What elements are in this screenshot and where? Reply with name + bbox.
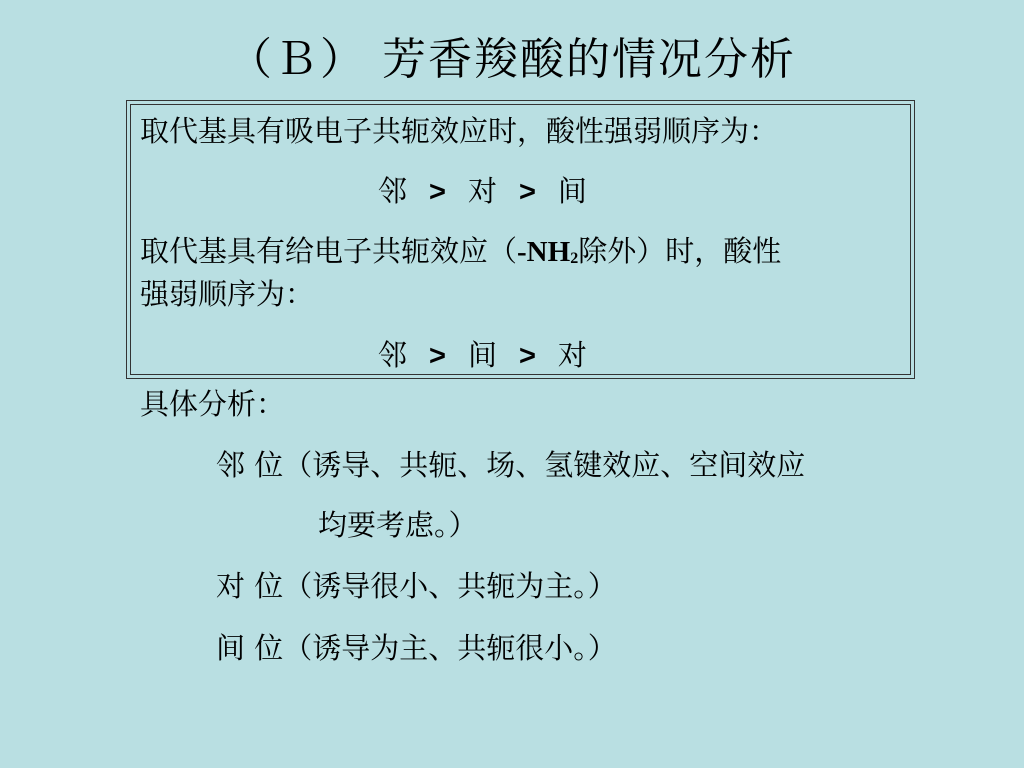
greater-than-symbol: > [518,176,536,208]
para-analysis: 对 位（诱导很小、共轭为主。） [216,569,617,603]
meta-analysis: 间 位（诱导为主、共轭很小。） [216,631,617,665]
order-item: 邻 [378,338,408,372]
donating-rule-text-continued: 强弱顺序为： [140,277,315,311]
donating-rule-suffix: 除外）时，酸性 [578,234,782,268]
order-item: 间 [467,338,497,372]
ortho-analysis-line1: 邻 位（诱导、共轭、场、氢键效应、空间效应 [216,448,806,482]
formula-main: -NH [517,236,571,268]
acidity-order-withdrawing [378,171,587,212]
order-item: 对 [557,338,587,372]
withdrawing-rule-text: 取代基具有吸电子共轭效应时，酸性强弱顺序为： [140,114,779,148]
greater-than-symbol: > [518,340,536,372]
greater-than-symbol: > [429,176,446,208]
order-item: 对 [467,174,497,208]
analysis-heading: 具体分析： [140,387,286,421]
order-item: 间 [557,174,587,208]
order-item: 邻 [378,174,408,208]
formula-subscript: 2 [570,250,579,267]
slide-title: （Ｂ） 芳香羧酸的情况分析 [228,34,796,85]
donating-rule-text [140,231,781,279]
donating-rule-prefix: 取代基具有给电子共轭效应（ [140,234,518,268]
ortho-analysis-line2: 均要考虑。） [318,508,478,542]
acidity-order-donating [378,335,587,376]
amino-group-formula [517,236,578,268]
greater-than-symbol: > [429,340,446,372]
